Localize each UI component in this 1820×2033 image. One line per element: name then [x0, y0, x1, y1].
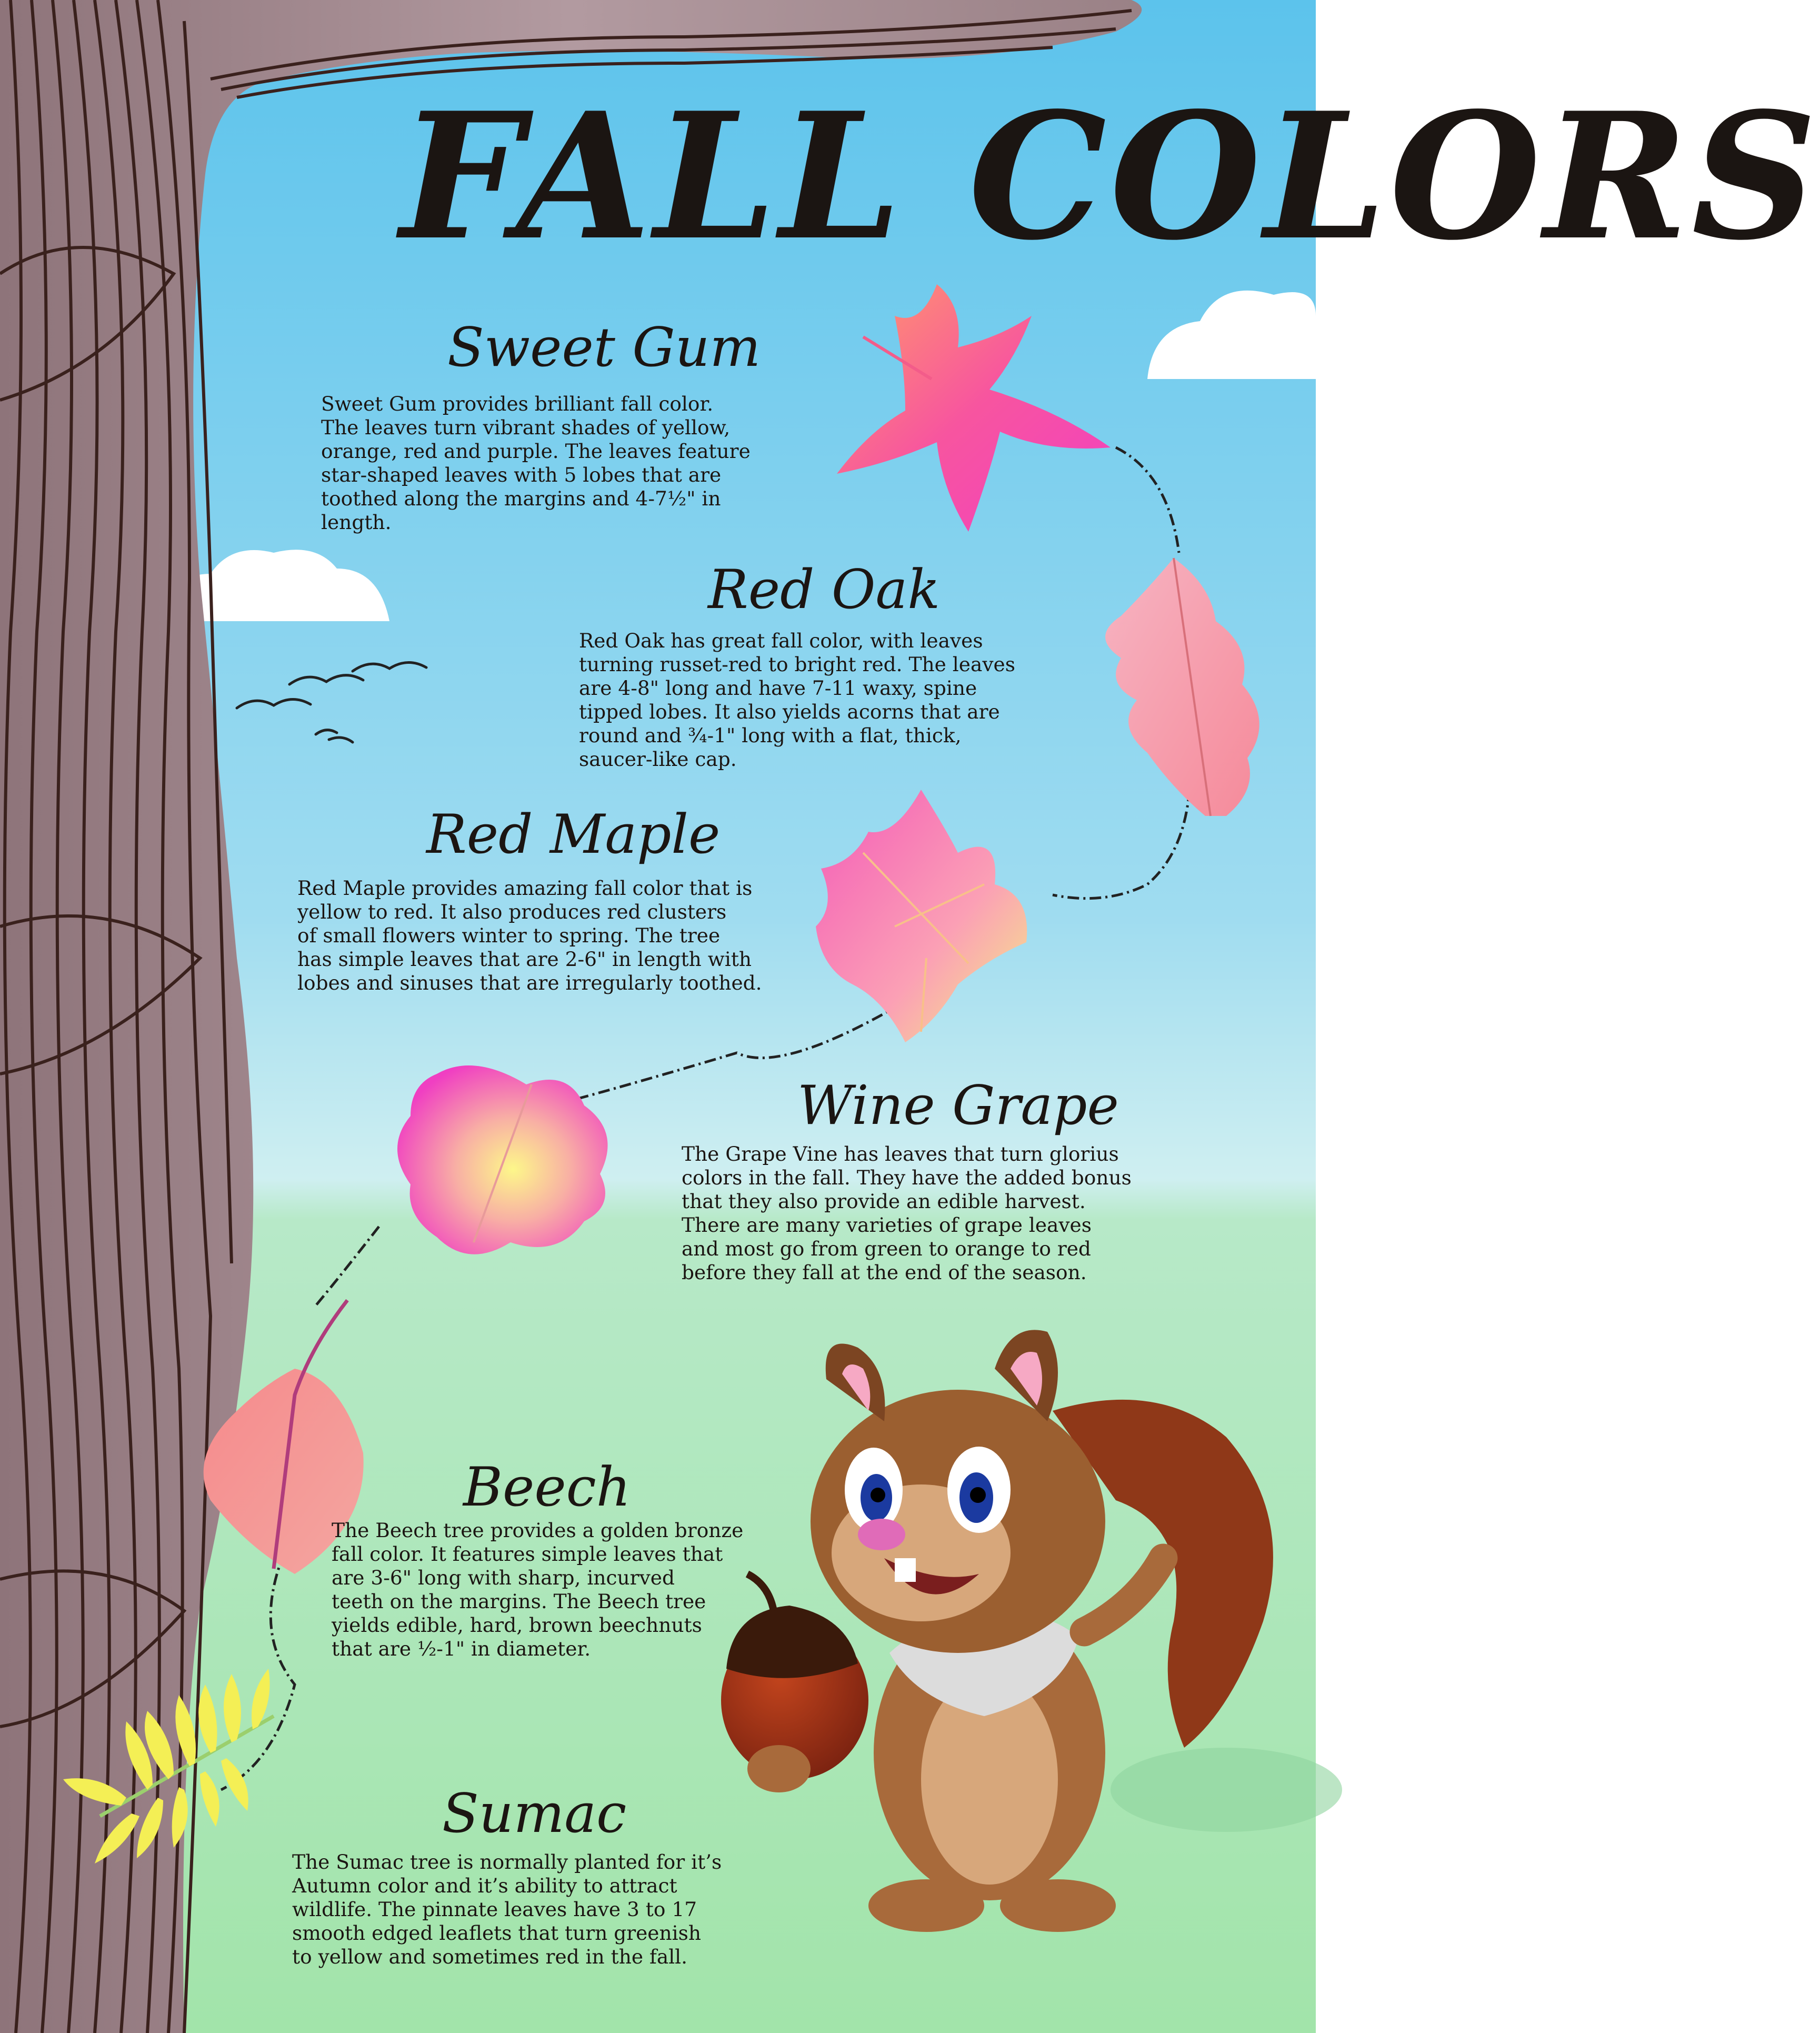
sweet-gum-line: orange, red and purple. The leaves feature — [321, 440, 751, 463]
sweet-gum-line: star-shaped leaves with 5 lobes that are — [321, 463, 722, 486]
red-oak-heading: Red Oak — [708, 559, 941, 621]
beech-line: that are ½-1" in diameter. — [332, 1637, 591, 1660]
wine-grape-heading: Wine Grape — [797, 1074, 1119, 1137]
sumac-description — [292, 1850, 722, 1969]
grape-leaf-icon — [397, 1065, 608, 1254]
red-oak-description — [579, 629, 1015, 771]
wine-grape-line: and most go from green to orange to red — [682, 1237, 1091, 1260]
wine-grape-line: that they also provide an edible harvest. — [682, 1190, 1086, 1213]
red-maple-heading: Red Maple — [426, 803, 721, 866]
sweet-gum-line: toothed along the margins and 4-7½" in — [321, 487, 721, 510]
red-oak-line: Red Oak has great fall color, with leaves — [579, 629, 983, 652]
sumac-heading: Sumac — [442, 1782, 627, 1845]
red-maple-description — [297, 876, 762, 995]
beech-line: teeth on the margins. The Beech tree — [332, 1590, 706, 1613]
red-maple-line: has simple leaves that are 2-6" in length with — [297, 948, 752, 971]
sumac-line: wildlife. The pinnate leaves have 3 to 17 — [292, 1898, 697, 1921]
red-oak-line: turning russet-red to bright red. The leaves — [579, 653, 1015, 676]
sumac-line: Autumn color and it’s ability to attract — [292, 1874, 677, 1897]
wine-grape-line: There are many varieties of grape leaves — [682, 1213, 1092, 1237]
sweet-gum-description — [321, 392, 751, 534]
sweet-gum-line: length. — [321, 511, 392, 534]
red-oak-line: tipped lobes. It also yields acorns that are — [579, 700, 1000, 723]
wine-grape-description — [682, 1142, 1132, 1284]
beech-description — [332, 1519, 743, 1661]
wine-grape-line: before they fall at the end of the season. — [682, 1261, 1087, 1284]
sweet-gum-line: The leaves turn vibrant shades of yellow, — [321, 416, 731, 439]
beech-line: fall color. It features simple leaves that — [332, 1542, 723, 1566]
red-oak-line: round and ¾-1" long with a flat, thick, — [579, 724, 962, 747]
beech-line: The Beech tree provides a golden bronze — [332, 1519, 744, 1542]
wine-grape-line: colors in the fall. They have the added bonus — [682, 1166, 1132, 1189]
page-title: FALL COLORS — [400, 74, 1820, 278]
sumac-line: The Sumac tree is normally planted for it’s — [292, 1850, 722, 1873]
red-oak-line: are 4-8" long and have 7-11 waxy, spine — [579, 676, 977, 700]
grass-shadow — [1111, 1748, 1342, 1832]
beech-line: yields edible, hard, brown beechnuts — [332, 1613, 702, 1637]
sweet-gum-line: Sweet Gum provides brilliant fall color. — [321, 392, 714, 415]
wine-grape-line: The Grape Vine has leaves that turn glorius — [682, 1142, 1119, 1165]
red-maple-line: Red Maple provides amazing fall color that is — [297, 876, 753, 900]
red-maple-line: of small flowers winter to spring. The tree — [297, 924, 721, 947]
sumac-line: to yellow and sometimes red in the fall. — [292, 1945, 688, 1968]
red-oak-line: saucer-like cap. — [579, 748, 737, 771]
sumac-line: smooth edged leaflets that turn greenish — [292, 1921, 702, 1945]
sweet-gum-heading: Sweet Gum — [447, 316, 761, 379]
beech-heading: Beech — [463, 1456, 631, 1519]
red-maple-line: lobes and sinuses that are irregularly toothed. — [297, 971, 762, 994]
beech-line: are 3-6" long with sharp, incurved — [332, 1566, 675, 1589]
red-maple-line: yellow to red. It also produces red clusters — [297, 900, 727, 923]
